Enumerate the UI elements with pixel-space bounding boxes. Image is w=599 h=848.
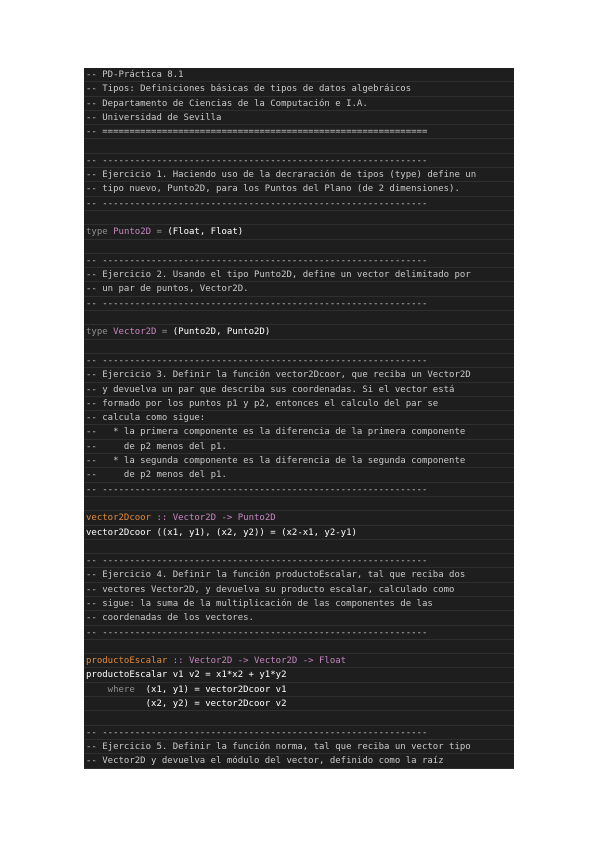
code-line bbox=[84, 497, 514, 511]
code-line bbox=[84, 125, 514, 139]
comment-text: -- Ejercicio 3. Definir la función vector2Dcoor, que reciba un Vector2D bbox=[86, 370, 471, 381]
code-line bbox=[84, 626, 514, 640]
code-listing bbox=[84, 68, 514, 769]
code-line bbox=[84, 383, 514, 397]
code-line bbox=[84, 297, 514, 311]
code-line bbox=[84, 640, 514, 654]
code-line bbox=[84, 311, 514, 325]
type-definition: (Float, Float) bbox=[167, 227, 244, 238]
code-line bbox=[84, 139, 514, 153]
comment-text: -- calcula como sigue: bbox=[86, 413, 206, 424]
comment-text: -- * la segunda componente es la diferencia de la segunda componente bbox=[86, 456, 466, 467]
type-name: Punto2D bbox=[113, 227, 152, 238]
comment-text: -- coordenadas de los vectores. bbox=[86, 613, 254, 624]
comment-text: -- y devuelva un par que describa sus coordenadas. Si el vector está bbox=[86, 384, 455, 395]
comment-text: -- * la primera componente es la diferencia de la primera componente bbox=[86, 427, 466, 438]
comment-text: -- Ejercicio 4. Definir la función productoEscalar, tal que reciba dos bbox=[86, 570, 466, 581]
comment-text: -- Ejercicio 1. Haciendo uso de la decraración de tipos (type) define un bbox=[86, 170, 477, 181]
code-line bbox=[84, 111, 514, 125]
comment-text: -- ------------------------------------------------------------ bbox=[86, 155, 428, 166]
code-line bbox=[84, 411, 514, 425]
code-text: vector2Dcoor ((x1, y1), (x2, y2)) = (x2-x1, y2-y1) bbox=[86, 527, 357, 538]
code-line bbox=[84, 511, 514, 525]
comment-text: -- ------------------------------------------------------------ bbox=[86, 198, 428, 209]
equals-sign: = bbox=[151, 227, 168, 238]
code-line bbox=[84, 440, 514, 454]
comment-text: -- ------------------------------------------------------------ bbox=[86, 627, 428, 638]
type-name: Vector2D bbox=[113, 327, 157, 338]
type-keyword: type bbox=[86, 227, 108, 238]
comment-text: -- tipo nuevo, Punto2D, para los Puntos del Plano (de 2 dimensiones). bbox=[86, 184, 460, 195]
comment-text: -- de p2 menos del p1. bbox=[86, 470, 227, 481]
code-line bbox=[84, 754, 514, 768]
code-line bbox=[84, 454, 514, 468]
comment-text: -- vectores Vector2D, y devuelva su producto escalar, calculado como bbox=[86, 584, 455, 595]
comment-text: -- ------------------------------------------------------------ bbox=[86, 255, 428, 266]
code-line bbox=[84, 197, 514, 211]
code-line bbox=[84, 168, 514, 182]
code-line bbox=[84, 154, 514, 168]
comment-text: -- sigue: la suma de la multiplicación de las componentes de las bbox=[86, 598, 433, 609]
code-line bbox=[84, 711, 514, 725]
code-line bbox=[84, 97, 514, 111]
comment-text: -- Tipos: Definiciones básicas de tipos de datos algebráicos bbox=[86, 84, 412, 95]
code-text: (x2, y2) = vector2Dcoor v2 bbox=[86, 699, 287, 710]
code-line bbox=[84, 82, 514, 96]
code-line bbox=[84, 254, 514, 268]
code-line bbox=[84, 697, 514, 711]
code-line bbox=[84, 611, 514, 625]
code-line bbox=[84, 683, 514, 697]
comment-text: -- ------------------------------------------------------------ bbox=[86, 355, 428, 366]
code-line bbox=[84, 726, 514, 740]
code-line bbox=[84, 668, 514, 682]
code-text: productoEscalar v1 v2 = x1*x2 + y1*y2 bbox=[86, 670, 287, 681]
comment-text: -- ------------------------------------------------------------ bbox=[86, 556, 428, 567]
code-line bbox=[84, 68, 514, 82]
code-line bbox=[84, 397, 514, 411]
comment-text: -- Ejercicio 2. Usando el tipo Punto2D, define un vector delimitado por bbox=[86, 270, 471, 281]
comment-text: -- ------------------------------------------------------------ bbox=[86, 727, 428, 738]
code-line bbox=[84, 182, 514, 196]
type-signature: :: Vector2D -> Vector2D -> Float bbox=[167, 656, 347, 667]
type-keyword: type bbox=[86, 327, 108, 338]
comment-text: -- ------------------------------------------------------------ bbox=[86, 484, 428, 495]
comment-text: -- Universidad de Sevilla bbox=[86, 112, 222, 123]
equals-sign: = bbox=[156, 327, 173, 338]
comment-text: -- un par de puntos, Vector2D. bbox=[86, 284, 249, 295]
code-line bbox=[84, 240, 514, 254]
code-line bbox=[84, 554, 514, 568]
code-line bbox=[84, 654, 514, 668]
code-line bbox=[84, 325, 514, 339]
code-line bbox=[84, 268, 514, 282]
comment-text: -- formado por los puntos p1 y p2, entonces el calculo del par se bbox=[86, 398, 439, 409]
code-line bbox=[84, 468, 514, 482]
code-line bbox=[84, 526, 514, 540]
code-line bbox=[84, 583, 514, 597]
comment-text: -- Ejercicio 5. Definir la función norma, tal que reciba un vector tipo bbox=[86, 741, 471, 752]
comment-text: -- de p2 menos del p1. bbox=[86, 441, 227, 452]
code-line bbox=[84, 425, 514, 439]
code-line bbox=[84, 540, 514, 554]
comment-text: -- ------------------------------------------------------------ bbox=[86, 298, 428, 309]
code-line bbox=[84, 211, 514, 225]
code-line bbox=[84, 597, 514, 611]
code-line bbox=[84, 354, 514, 368]
type-definition: (Punto2D, Punto2D) bbox=[172, 327, 271, 338]
code-line bbox=[84, 568, 514, 582]
code-line bbox=[84, 282, 514, 296]
code-line bbox=[84, 483, 514, 497]
comment-text: -- ============================================================ bbox=[86, 127, 428, 138]
where-binding: (x1, y1) = vector2Dcoor v1 bbox=[145, 684, 287, 695]
comment-text: -- PD-Práctica 8.1 bbox=[86, 70, 184, 80]
code-line bbox=[84, 340, 514, 354]
code-line bbox=[84, 740, 514, 754]
comment-text: -- Departamento de Ciencias de la Computación e I.A. bbox=[86, 98, 368, 109]
code-line bbox=[84, 368, 514, 382]
code-line bbox=[84, 225, 514, 239]
type-signature: :: Vector2D -> Punto2D bbox=[151, 513, 276, 524]
where-keyword: where bbox=[86, 684, 146, 695]
comment-text: -- Vector2D y devuelva el módulo del vector, definido como la raíz bbox=[86, 756, 444, 767]
function-name: productoEscalar bbox=[86, 656, 168, 667]
function-name: vector2Dcoor bbox=[86, 513, 152, 524]
